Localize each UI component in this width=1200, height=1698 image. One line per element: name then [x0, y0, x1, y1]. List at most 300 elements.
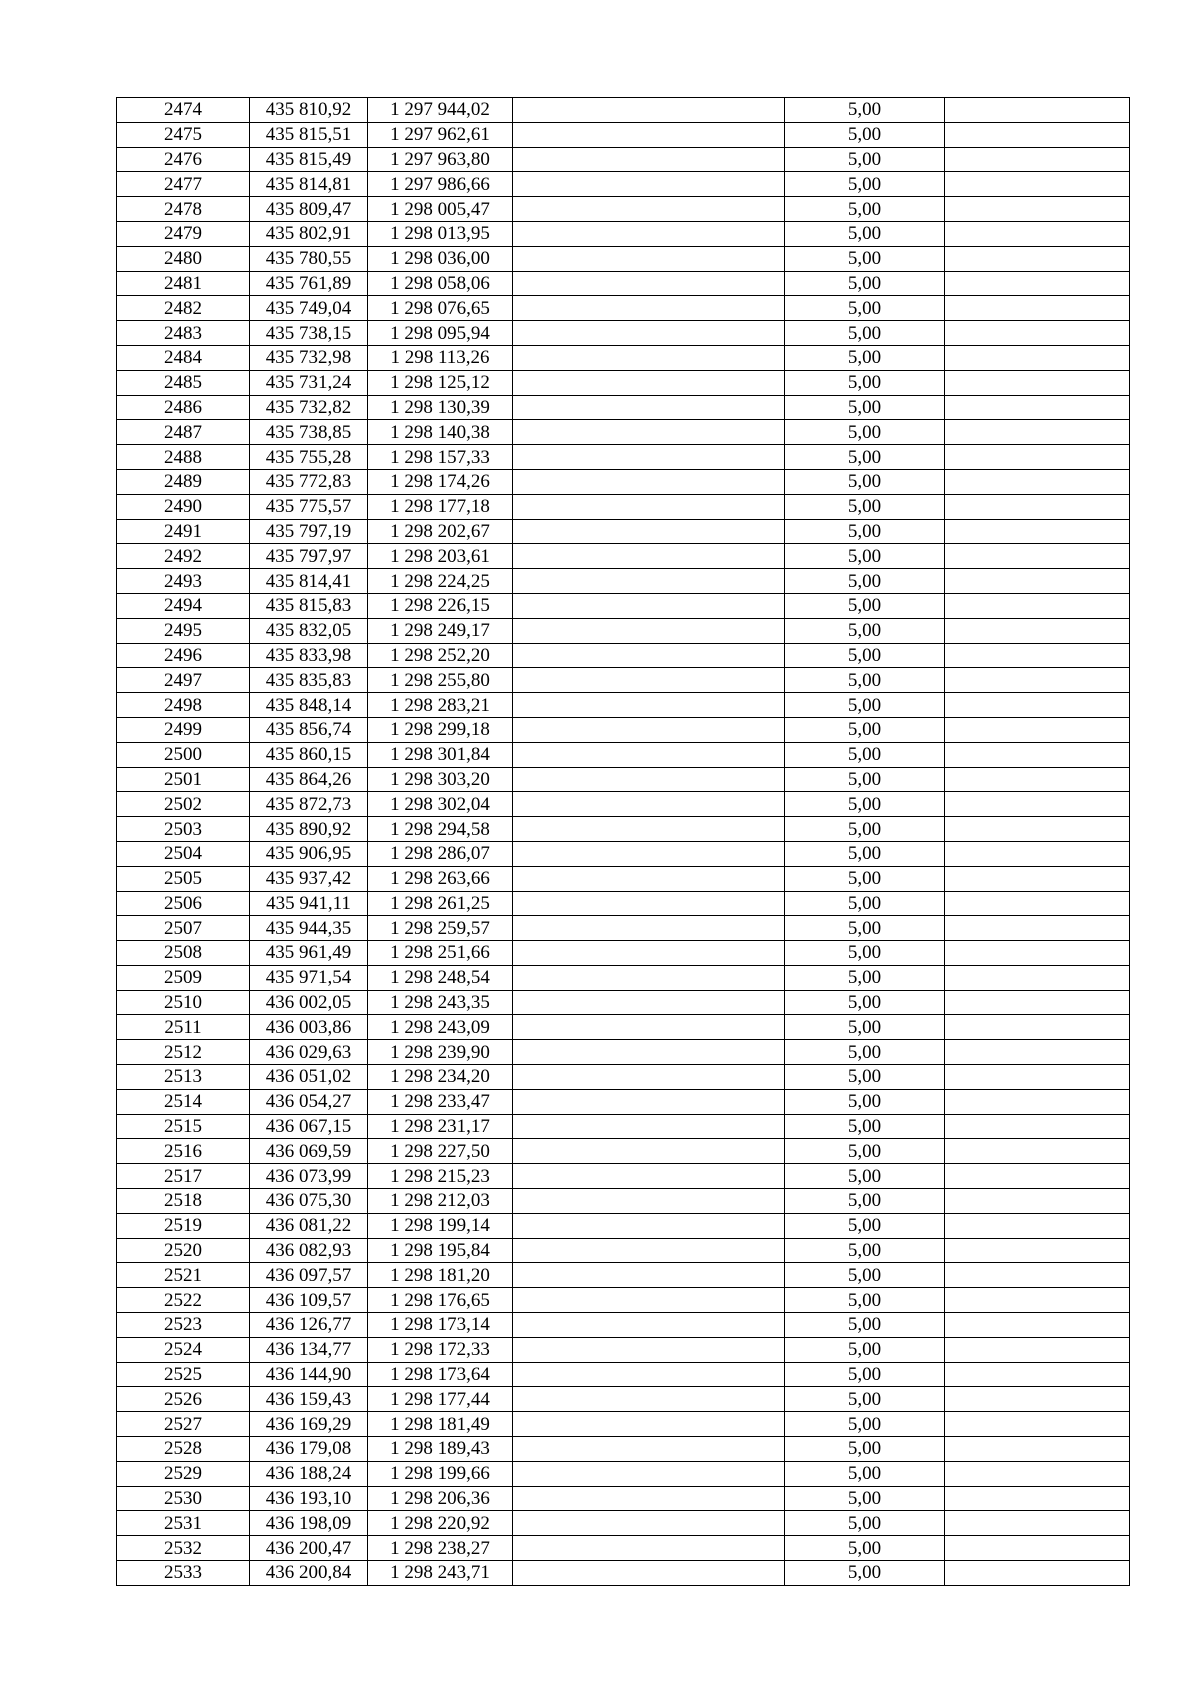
y-coordinate-cell: 1 298 251,66 — [368, 941, 513, 966]
x-coordinate-cell: 436 073,99 — [250, 1164, 368, 1189]
extra-cell — [945, 866, 1130, 891]
point-number-cell: 2531 — [117, 1511, 250, 1536]
coordinates-table-body — [117, 98, 1130, 1586]
extra-cell — [945, 668, 1130, 693]
description-cell — [513, 122, 785, 147]
y-coordinate-cell: 1 298 058,06 — [368, 271, 513, 296]
table-row — [117, 1486, 1130, 1511]
y-coordinate-cell: 1 298 203,61 — [368, 544, 513, 569]
extra-cell — [945, 1486, 1130, 1511]
point-number-cell: 2508 — [117, 941, 250, 966]
extra-cell — [945, 544, 1130, 569]
description-cell — [513, 1412, 785, 1437]
point-number-cell: 2488 — [117, 445, 250, 470]
point-number-cell: 2506 — [117, 891, 250, 916]
x-coordinate-cell: 436 075,30 — [250, 1189, 368, 1214]
table-row — [117, 916, 1130, 941]
tolerance-cell: 5,00 — [785, 1189, 945, 1214]
table-row — [117, 1412, 1130, 1437]
y-coordinate-cell: 1 298 140,38 — [368, 420, 513, 445]
y-coordinate-cell: 1 298 181,49 — [368, 1412, 513, 1437]
point-number-cell: 2489 — [117, 469, 250, 494]
extra-cell — [945, 271, 1130, 296]
x-coordinate-cell: 435 890,92 — [250, 817, 368, 842]
y-coordinate-cell: 1 298 173,14 — [368, 1313, 513, 1338]
description-cell — [513, 965, 785, 990]
tolerance-cell: 5,00 — [785, 1337, 945, 1362]
description-cell — [513, 420, 785, 445]
point-number-cell: 2515 — [117, 1114, 250, 1139]
table-row — [117, 544, 1130, 569]
extra-cell — [945, 1114, 1130, 1139]
x-coordinate-cell: 435 775,57 — [250, 494, 368, 519]
point-number-cell: 2528 — [117, 1437, 250, 1462]
point-number-cell: 2521 — [117, 1263, 250, 1288]
x-coordinate-cell: 436 109,57 — [250, 1288, 368, 1313]
y-coordinate-cell: 1 298 255,80 — [368, 668, 513, 693]
description-cell — [513, 197, 785, 222]
x-coordinate-cell: 436 198,09 — [250, 1511, 368, 1536]
table-row — [117, 1213, 1130, 1238]
x-coordinate-cell: 436 067,15 — [250, 1114, 368, 1139]
tolerance-cell: 5,00 — [785, 147, 945, 172]
extra-cell — [945, 742, 1130, 767]
point-number-cell: 2510 — [117, 990, 250, 1015]
extra-cell — [945, 345, 1130, 370]
tolerance-cell: 5,00 — [785, 618, 945, 643]
tolerance-cell: 5,00 — [785, 668, 945, 693]
table-row — [117, 1337, 1130, 1362]
point-number-cell: 2482 — [117, 296, 250, 321]
description-cell — [513, 742, 785, 767]
description-cell — [513, 1337, 785, 1362]
table-row — [117, 1040, 1130, 1065]
description-cell — [513, 1189, 785, 1214]
x-coordinate-cell: 435 944,35 — [250, 916, 368, 941]
x-coordinate-cell: 435 971,54 — [250, 965, 368, 990]
x-coordinate-cell: 436 179,08 — [250, 1437, 368, 1462]
x-coordinate-cell: 436 144,90 — [250, 1362, 368, 1387]
point-number-cell: 2477 — [117, 172, 250, 197]
y-coordinate-cell: 1 297 963,80 — [368, 147, 513, 172]
y-coordinate-cell: 1 298 263,66 — [368, 866, 513, 891]
point-number-cell: 2526 — [117, 1387, 250, 1412]
extra-cell — [945, 1288, 1130, 1313]
y-coordinate-cell: 1 298 157,33 — [368, 445, 513, 470]
x-coordinate-cell: 435 738,15 — [250, 321, 368, 346]
extra-cell — [945, 767, 1130, 792]
x-coordinate-cell: 435 856,74 — [250, 717, 368, 742]
description-cell — [513, 1213, 785, 1238]
description-cell — [513, 1437, 785, 1462]
point-number-cell: 2497 — [117, 668, 250, 693]
table-row — [117, 1139, 1130, 1164]
table-row — [117, 420, 1130, 445]
table-row — [117, 1387, 1130, 1412]
table-row — [117, 1089, 1130, 1114]
point-number-cell: 2501 — [117, 767, 250, 792]
table-row — [117, 891, 1130, 916]
point-number-cell: 2511 — [117, 1015, 250, 1040]
x-coordinate-cell: 436 134,77 — [250, 1337, 368, 1362]
extra-cell — [945, 593, 1130, 618]
description-cell — [513, 1561, 785, 1586]
extra-cell — [945, 1511, 1130, 1536]
x-coordinate-cell: 435 848,14 — [250, 693, 368, 718]
tolerance-cell: 5,00 — [785, 1139, 945, 1164]
y-coordinate-cell: 1 298 202,67 — [368, 519, 513, 544]
table-row — [117, 941, 1130, 966]
description-cell — [513, 693, 785, 718]
x-coordinate-cell: 436 159,43 — [250, 1387, 368, 1412]
extra-cell — [945, 1164, 1130, 1189]
x-coordinate-cell: 435 810,92 — [250, 98, 368, 123]
point-number-cell: 2490 — [117, 494, 250, 519]
table-row — [117, 271, 1130, 296]
y-coordinate-cell: 1 298 302,04 — [368, 792, 513, 817]
y-coordinate-cell: 1 298 226,15 — [368, 593, 513, 618]
point-number-cell: 2509 — [117, 965, 250, 990]
tolerance-cell: 5,00 — [785, 1362, 945, 1387]
tolerance-cell: 5,00 — [785, 197, 945, 222]
point-number-cell: 2524 — [117, 1337, 250, 1362]
tolerance-cell: 5,00 — [785, 941, 945, 966]
table-row — [117, 445, 1130, 470]
extra-cell — [945, 990, 1130, 1015]
tolerance-cell: 5,00 — [785, 370, 945, 395]
tolerance-cell: 5,00 — [785, 246, 945, 271]
extra-cell — [945, 122, 1130, 147]
extra-cell — [945, 618, 1130, 643]
tolerance-cell: 5,00 — [785, 1040, 945, 1065]
table-row — [117, 98, 1130, 123]
point-number-cell: 2480 — [117, 246, 250, 271]
point-number-cell: 2519 — [117, 1213, 250, 1238]
y-coordinate-cell: 1 298 172,33 — [368, 1337, 513, 1362]
table-row — [117, 395, 1130, 420]
extra-cell — [945, 1387, 1130, 1412]
tolerance-cell: 5,00 — [785, 693, 945, 718]
y-coordinate-cell: 1 298 243,35 — [368, 990, 513, 1015]
extra-cell — [945, 693, 1130, 718]
description-cell — [513, 1040, 785, 1065]
y-coordinate-cell: 1 298 199,66 — [368, 1461, 513, 1486]
table-row — [117, 1189, 1130, 1214]
description-cell — [513, 469, 785, 494]
table-row — [117, 172, 1130, 197]
table-row — [117, 1362, 1130, 1387]
x-coordinate-cell: 435 832,05 — [250, 618, 368, 643]
extra-cell — [945, 1263, 1130, 1288]
y-coordinate-cell: 1 298 076,65 — [368, 296, 513, 321]
table-row — [117, 569, 1130, 594]
point-number-cell: 2483 — [117, 321, 250, 346]
coordinates-table — [116, 97, 1130, 1586]
y-coordinate-cell: 1 298 177,44 — [368, 1387, 513, 1412]
extra-cell — [945, 296, 1130, 321]
y-coordinate-cell: 1 298 248,54 — [368, 965, 513, 990]
y-coordinate-cell: 1 298 206,36 — [368, 1486, 513, 1511]
tolerance-cell: 5,00 — [785, 494, 945, 519]
tolerance-cell: 5,00 — [785, 891, 945, 916]
description-cell — [513, 1511, 785, 1536]
x-coordinate-cell: 435 732,82 — [250, 395, 368, 420]
point-number-cell: 2507 — [117, 916, 250, 941]
x-coordinate-cell: 435 780,55 — [250, 246, 368, 271]
table-row — [117, 965, 1130, 990]
y-coordinate-cell: 1 298 234,20 — [368, 1065, 513, 1090]
y-coordinate-cell: 1 298 113,26 — [368, 345, 513, 370]
tolerance-cell: 5,00 — [785, 1263, 945, 1288]
tolerance-cell: 5,00 — [785, 1412, 945, 1437]
point-number-cell: 2495 — [117, 618, 250, 643]
x-coordinate-cell: 435 961,49 — [250, 941, 368, 966]
y-coordinate-cell: 1 298 199,14 — [368, 1213, 513, 1238]
description-cell — [513, 445, 785, 470]
description-cell — [513, 370, 785, 395]
point-number-cell: 2478 — [117, 197, 250, 222]
extra-cell — [945, 1015, 1130, 1040]
point-number-cell: 2517 — [117, 1164, 250, 1189]
tolerance-cell: 5,00 — [785, 1461, 945, 1486]
y-coordinate-cell: 1 298 243,71 — [368, 1561, 513, 1586]
point-number-cell: 2503 — [117, 817, 250, 842]
point-number-cell: 2513 — [117, 1065, 250, 1090]
point-number-cell: 2475 — [117, 122, 250, 147]
extra-cell — [945, 246, 1130, 271]
description-cell — [513, 618, 785, 643]
point-number-cell: 2523 — [117, 1313, 250, 1338]
description-cell — [513, 841, 785, 866]
x-coordinate-cell: 436 029,63 — [250, 1040, 368, 1065]
table-row — [117, 668, 1130, 693]
description-cell — [513, 1486, 785, 1511]
description-cell — [513, 172, 785, 197]
x-coordinate-cell: 436 051,02 — [250, 1065, 368, 1090]
table-row — [117, 1164, 1130, 1189]
tolerance-cell: 5,00 — [785, 569, 945, 594]
extra-cell — [945, 916, 1130, 941]
x-coordinate-cell: 436 200,84 — [250, 1561, 368, 1586]
tolerance-cell: 5,00 — [785, 544, 945, 569]
description-cell — [513, 1387, 785, 1412]
point-number-cell: 2485 — [117, 370, 250, 395]
table-row — [117, 1238, 1130, 1263]
extra-cell — [945, 1536, 1130, 1561]
extra-cell — [945, 370, 1130, 395]
y-coordinate-cell: 1 298 005,47 — [368, 197, 513, 222]
description-cell — [513, 941, 785, 966]
extra-cell — [945, 941, 1130, 966]
tolerance-cell: 5,00 — [785, 1114, 945, 1139]
description-cell — [513, 296, 785, 321]
description-cell — [513, 1263, 785, 1288]
description-cell — [513, 1288, 785, 1313]
description-cell — [513, 246, 785, 271]
extra-cell — [945, 395, 1130, 420]
y-coordinate-cell: 1 297 986,66 — [368, 172, 513, 197]
description-cell — [513, 569, 785, 594]
x-coordinate-cell: 436 188,24 — [250, 1461, 368, 1486]
point-number-cell: 2479 — [117, 221, 250, 246]
extra-cell — [945, 1561, 1130, 1586]
table-row — [117, 370, 1130, 395]
extra-cell — [945, 147, 1130, 172]
x-coordinate-cell: 435 761,89 — [250, 271, 368, 296]
description-cell — [513, 792, 785, 817]
tolerance-cell: 5,00 — [785, 271, 945, 296]
point-number-cell: 2492 — [117, 544, 250, 569]
extra-cell — [945, 519, 1130, 544]
y-coordinate-cell: 1 298 125,12 — [368, 370, 513, 395]
table-row — [117, 494, 1130, 519]
extra-cell — [945, 1412, 1130, 1437]
x-coordinate-cell: 436 069,59 — [250, 1139, 368, 1164]
point-number-cell: 2529 — [117, 1461, 250, 1486]
point-number-cell: 2494 — [117, 593, 250, 618]
extra-cell — [945, 221, 1130, 246]
extra-cell — [945, 643, 1130, 668]
point-number-cell: 2533 — [117, 1561, 250, 1586]
tolerance-cell: 5,00 — [785, 122, 945, 147]
table-row — [117, 296, 1130, 321]
description-cell — [513, 990, 785, 1015]
description-cell — [513, 271, 785, 296]
extra-cell — [945, 1213, 1130, 1238]
x-coordinate-cell: 435 802,91 — [250, 221, 368, 246]
y-coordinate-cell: 1 298 243,09 — [368, 1015, 513, 1040]
table-row — [117, 1437, 1130, 1462]
table-row — [117, 122, 1130, 147]
table-row — [117, 593, 1130, 618]
extra-cell — [945, 817, 1130, 842]
y-coordinate-cell: 1 298 261,25 — [368, 891, 513, 916]
description-cell — [513, 494, 785, 519]
extra-cell — [945, 98, 1130, 123]
y-coordinate-cell: 1 298 301,84 — [368, 742, 513, 767]
tolerance-cell: 5,00 — [785, 767, 945, 792]
point-number-cell: 2516 — [117, 1139, 250, 1164]
tolerance-cell: 5,00 — [785, 643, 945, 668]
y-coordinate-cell: 1 298 286,07 — [368, 841, 513, 866]
point-number-cell: 2514 — [117, 1089, 250, 1114]
tolerance-cell: 5,00 — [785, 395, 945, 420]
tolerance-cell: 5,00 — [785, 420, 945, 445]
description-cell — [513, 1089, 785, 1114]
description-cell — [513, 916, 785, 941]
table-row — [117, 1561, 1130, 1586]
description-cell — [513, 1536, 785, 1561]
description-cell — [513, 1313, 785, 1338]
table-row — [117, 643, 1130, 668]
tolerance-cell: 5,00 — [785, 469, 945, 494]
x-coordinate-cell: 436 082,93 — [250, 1238, 368, 1263]
extra-cell — [945, 1040, 1130, 1065]
y-coordinate-cell: 1 298 227,50 — [368, 1139, 513, 1164]
tolerance-cell: 5,00 — [785, 1288, 945, 1313]
extra-cell — [945, 1238, 1130, 1263]
description-cell — [513, 345, 785, 370]
table-row — [117, 246, 1130, 271]
x-coordinate-cell: 436 081,22 — [250, 1213, 368, 1238]
x-coordinate-cell: 435 906,95 — [250, 841, 368, 866]
tolerance-cell: 5,00 — [785, 519, 945, 544]
point-number-cell: 2486 — [117, 395, 250, 420]
x-coordinate-cell: 435 731,24 — [250, 370, 368, 395]
description-cell — [513, 1114, 785, 1139]
description-cell — [513, 1139, 785, 1164]
extra-cell — [945, 965, 1130, 990]
tolerance-cell: 5,00 — [785, 1536, 945, 1561]
x-coordinate-cell: 436 002,05 — [250, 990, 368, 1015]
table-row — [117, 841, 1130, 866]
point-number-cell: 2498 — [117, 693, 250, 718]
point-number-cell: 2481 — [117, 271, 250, 296]
point-number-cell: 2500 — [117, 742, 250, 767]
table-row — [117, 1114, 1130, 1139]
x-coordinate-cell: 435 872,73 — [250, 792, 368, 817]
extra-cell — [945, 841, 1130, 866]
y-coordinate-cell: 1 298 303,20 — [368, 767, 513, 792]
point-number-cell: 2491 — [117, 519, 250, 544]
table-row — [117, 792, 1130, 817]
x-coordinate-cell: 435 732,98 — [250, 345, 368, 370]
point-number-cell: 2530 — [117, 1486, 250, 1511]
point-number-cell: 2476 — [117, 147, 250, 172]
description-cell — [513, 395, 785, 420]
tolerance-cell: 5,00 — [785, 792, 945, 817]
table-row — [117, 618, 1130, 643]
point-number-cell: 2484 — [117, 345, 250, 370]
extra-cell — [945, 321, 1130, 346]
tolerance-cell: 5,00 — [785, 1065, 945, 1090]
x-coordinate-cell: 436 169,29 — [250, 1412, 368, 1437]
description-cell — [513, 717, 785, 742]
description-cell — [513, 519, 785, 544]
table-row — [117, 742, 1130, 767]
x-coordinate-cell: 436 200,47 — [250, 1536, 368, 1561]
y-coordinate-cell: 1 298 224,25 — [368, 569, 513, 594]
y-coordinate-cell: 1 298 283,21 — [368, 693, 513, 718]
point-number-cell: 2505 — [117, 866, 250, 891]
tolerance-cell: 5,00 — [785, 321, 945, 346]
point-number-cell: 2518 — [117, 1189, 250, 1214]
y-coordinate-cell: 1 298 212,03 — [368, 1189, 513, 1214]
tolerance-cell: 5,00 — [785, 1213, 945, 1238]
table-row — [117, 767, 1130, 792]
y-coordinate-cell: 1 298 189,43 — [368, 1437, 513, 1462]
point-number-cell: 2487 — [117, 420, 250, 445]
table-row — [117, 717, 1130, 742]
extra-cell — [945, 717, 1130, 742]
y-coordinate-cell: 1 298 233,47 — [368, 1089, 513, 1114]
table-row — [117, 1288, 1130, 1313]
x-coordinate-cell: 436 003,86 — [250, 1015, 368, 1040]
x-coordinate-cell: 436 054,27 — [250, 1089, 368, 1114]
x-coordinate-cell: 435 749,04 — [250, 296, 368, 321]
point-number-cell: 2493 — [117, 569, 250, 594]
x-coordinate-cell: 436 097,57 — [250, 1263, 368, 1288]
table-row — [117, 1015, 1130, 1040]
extra-cell — [945, 569, 1130, 594]
table-row — [117, 990, 1130, 1015]
tolerance-cell: 5,00 — [785, 445, 945, 470]
x-coordinate-cell: 435 941,11 — [250, 891, 368, 916]
tolerance-cell: 5,00 — [785, 717, 945, 742]
extra-cell — [945, 445, 1130, 470]
point-number-cell: 2525 — [117, 1362, 250, 1387]
extra-cell — [945, 494, 1130, 519]
